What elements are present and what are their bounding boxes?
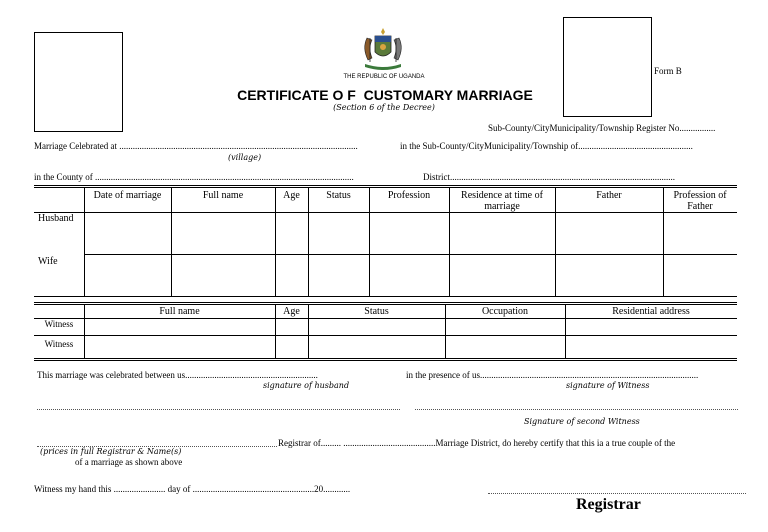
village-hint: (village) (228, 153, 262, 162)
district-field: District.................................................................................................... (423, 172, 675, 182)
husband-signature-line (37, 409, 400, 410)
presence-of: in the presence of us................................................................................................. (406, 370, 699, 380)
row-label-witness-1: Witness (44, 319, 74, 329)
witness-my-hand: Witness my hand this ....................... day of ......................................................20............ (34, 484, 351, 494)
header-full-name: Full name (202, 190, 244, 201)
signature-of-husband: signature of husband (263, 381, 350, 390)
header-date-of-marriage: Date of marriage (93, 190, 162, 201)
of-a-marriage: of a marriage as shown above (75, 457, 183, 467)
coat-of-arms-emblem (358, 26, 408, 72)
marriage-celebrated-at: Marriage Celebrated at .......................................................................................................... (34, 141, 358, 151)
header-father: Father (596, 190, 622, 201)
row-label-husband: Husband (38, 213, 74, 224)
certify-text: Registrar of......... .........................................Marriage District, do hereby certify that this ia a true couple of the (278, 438, 676, 448)
header-residence: Residence at time of marriage (461, 190, 543, 212)
header-witness-status: Status (364, 306, 389, 317)
sub-county-field: in the Sub-County/CityMunicipality/Township of................................................... (400, 141, 693, 151)
header-status: Status (326, 190, 351, 201)
signature-of-witness: signature of Witness (566, 381, 650, 390)
photo-box-left (34, 32, 123, 132)
certificate-title: CERTIFICATE O F CUSTOMARY MARRIAGE (237, 87, 533, 103)
decree-subtitle: (Section 6 of the Decree) (333, 103, 435, 112)
header-age: Age (283, 190, 300, 201)
header-profession: Profession (387, 190, 431, 201)
signature-of-second-witness: Signature of second Witness (524, 417, 640, 426)
row-label-witness-2: Witness (44, 339, 74, 349)
registrar-signature-line (488, 493, 746, 494)
republic-label: THE REPUBLIC OF UGANDA (343, 74, 425, 80)
registrar-label: Registrar (576, 496, 641, 513)
row-label-wife: Wife (38, 256, 58, 267)
prices-in-full: (prices in full Registrar & Name(s) (40, 447, 182, 456)
register-number: Sub-County/CityMunicipality/Township Register No................ (488, 123, 716, 133)
form-label: Form B (654, 66, 682, 76)
photo-box-right (563, 17, 652, 117)
header-profession-of-father: Profession of Father (673, 190, 727, 212)
header-witness-occupation: Occupation (481, 306, 529, 317)
header-witness-age: Age (283, 306, 300, 317)
wife-signature-line (415, 409, 738, 410)
header-witness-full-name: Full name (159, 306, 200, 317)
county-field: in the County of ................................................................................................................... (34, 172, 354, 182)
celebrated-between: This marriage was celebrated between us........................................................... (37, 370, 318, 380)
header-residential-address: Residential address (612, 306, 690, 317)
